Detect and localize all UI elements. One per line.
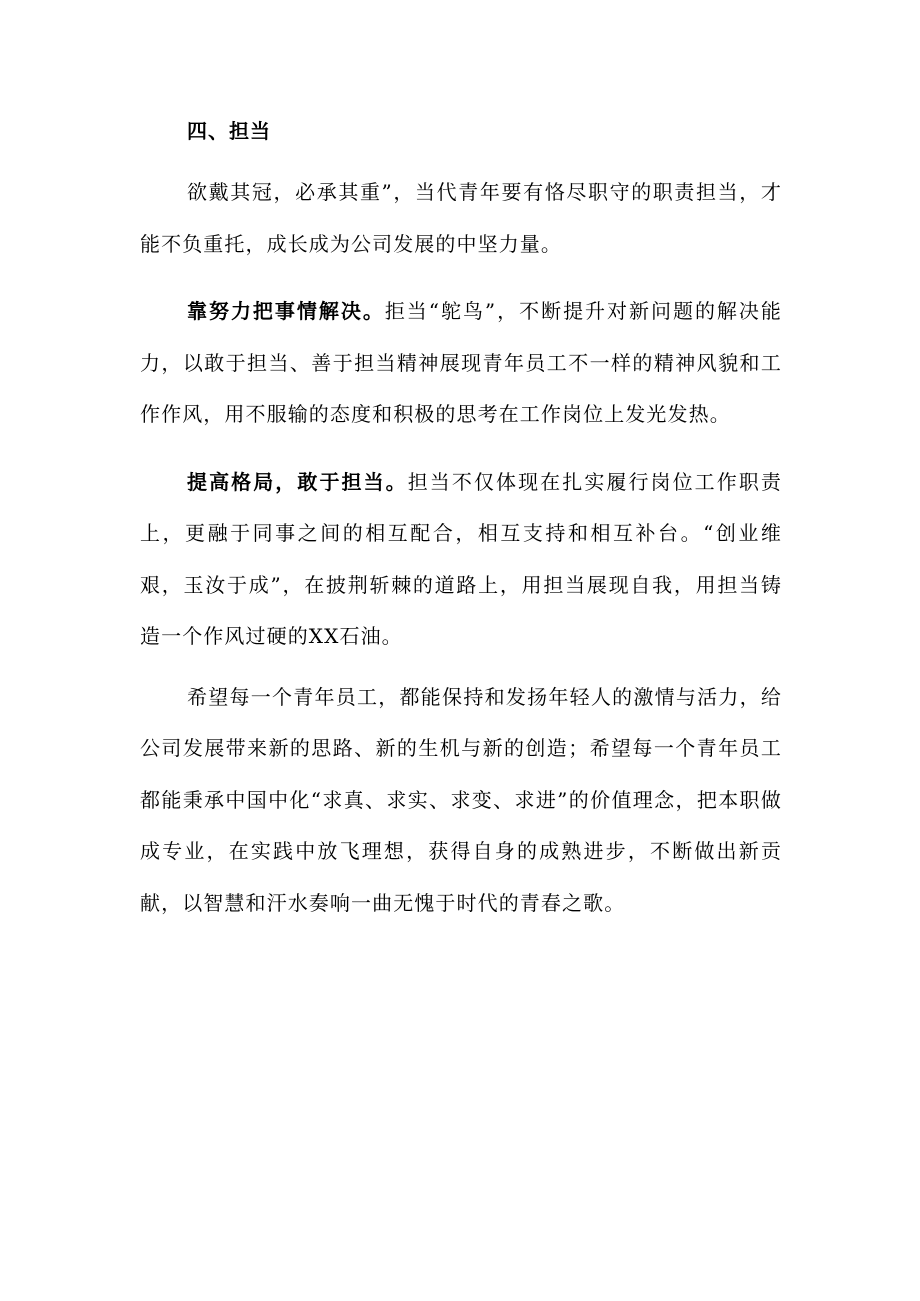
paragraph-4-text: 希望每一个青年员工，都能保持和发扬年轻人的激情与活力，给公司发展带来新的思路、新的生机与新的创造；希望每一个青年员工都能秉承中国中化“求真、求实、求变、求进”的价值理念，把本职做成专业，在实践中放飞理想，获得自身的成熟进步，不断做出新贡献，以智慧和汗水奏响一曲无愧于时代的青春之歌。 — [140, 684, 782, 915]
paragraph-3-text: 担当不仅体现在扎实履行岗位工作职责上，更融于同事之间的相互配合，相互支持和相互补台。“创业维艰，玉汝于成”，在披荆斩棘的道路上，用担当展现自我，用担当铸造一个作风过硬的XX石油。 — [140, 469, 783, 648]
paragraph-1-text: 欲戴其冠，必承其重”，当代青年要有恪尽职守的职责担当，才能不负重托，成长成为公司发展的中坚力量。 — [140, 180, 782, 256]
paragraph-2 — [140, 286, 782, 441]
section-heading: 四、担当 — [187, 119, 271, 143]
paragraph-1 — [140, 167, 782, 270]
paragraph-3 — [140, 457, 782, 663]
paragraph-2-text: 拒当“鸵鸟”，不断提升对新问题的解决能力，以敢于担当、善于担当精神展现青年员工不一样的精神风貌和工作作风，用不服输的态度和积极的思考在工作岗位上发光发热。 — [140, 299, 782, 426]
paragraph-3-lead: 提高格局，敢于担当。 — [187, 469, 408, 494]
document-body — [140, 112, 782, 929]
paragraph-4 — [140, 672, 782, 930]
paragraph-2-lead: 靠努力把事情解决。 — [187, 299, 385, 323]
